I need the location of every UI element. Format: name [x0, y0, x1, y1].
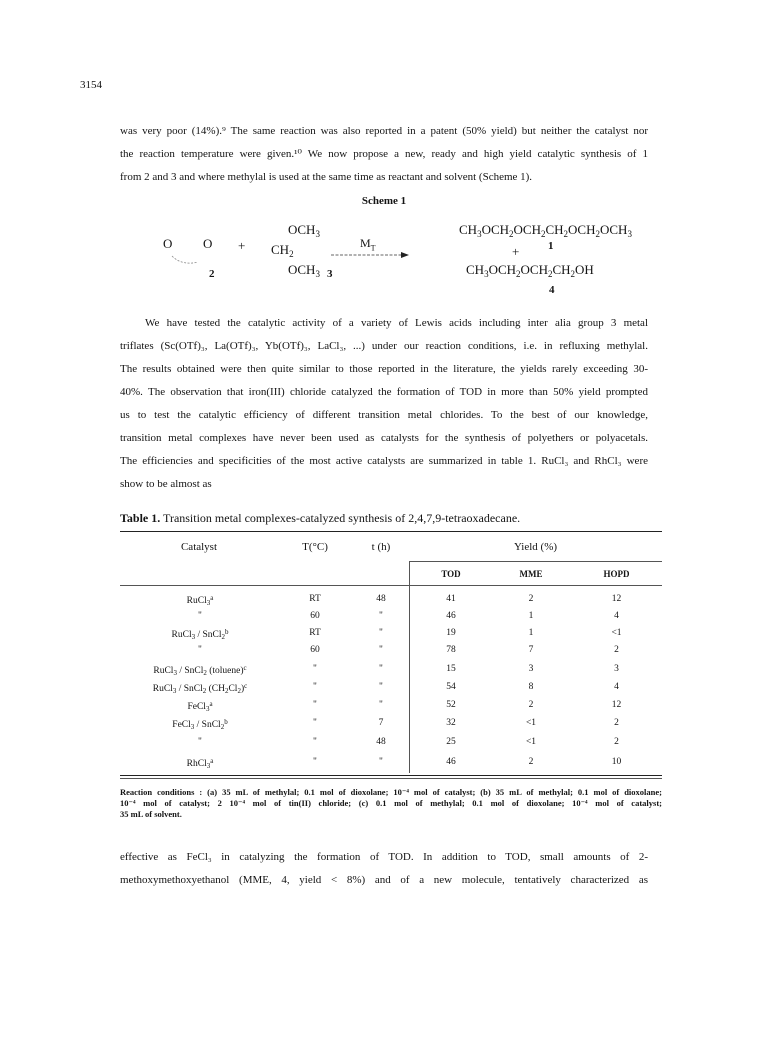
- reaction-arrow-head: [401, 252, 409, 258]
- text-line: The efficiencies and specificities of the most active catalysts are summarized in table 1. RuCl₃ and RhCl₃ were: [120, 455, 648, 467]
- col-header-time: t (h): [371, 541, 391, 553]
- cell-temperature: RT: [309, 628, 321, 638]
- text-line: We have tested the catalytic activity of a variety of Lewis acids including inter alia group 3 metal: [145, 317, 648, 329]
- data-vertical-rule: [409, 585, 410, 773]
- cell-temperature: 60: [310, 645, 320, 655]
- cell-mme: <1: [525, 718, 537, 728]
- cell-time: 48: [376, 737, 386, 747]
- cell-hopd: <1: [611, 628, 622, 638]
- plus-sign: +: [238, 238, 246, 253]
- cell-tod: 19: [446, 628, 456, 638]
- cell-catalyst: RuCl$_3$ / SnCl$_2$ $(CH_2Cl_2)^c$: [152, 682, 248, 695]
- cell-time: ": [379, 664, 383, 674]
- compound-number-2: 2: [209, 268, 215, 280]
- cell-temperature: ": [313, 700, 317, 710]
- cell-temperature: RT: [309, 594, 321, 604]
- table-header-rule: [120, 585, 662, 586]
- col-header-mme: MME: [519, 569, 543, 579]
- text-line: methoxymethoxyethanol (MME, 4, yield < 8%) and of a new molecule, tentatively characterized as: [120, 874, 648, 886]
- cell-hopd: 12: [611, 700, 622, 710]
- cell-time: ": [379, 682, 383, 692]
- compound-number-3: 3: [327, 268, 333, 280]
- page-number: 3154: [80, 79, 102, 91]
- dioxolane-oxygen-right: O: [203, 236, 213, 251]
- paragraph-results: [120, 312, 648, 496]
- methylal-och3-top: $OCH_3$: [288, 222, 320, 239]
- cell-mme: 1: [528, 628, 534, 638]
- cell-tod: 25: [446, 737, 456, 747]
- cell-temperature: ": [313, 682, 317, 692]
- cell-catalyst: ": [198, 737, 202, 747]
- compound-number-1: 1: [548, 240, 554, 252]
- cell-time: 7: [378, 718, 384, 728]
- cell-temperature: ": [313, 757, 317, 767]
- cell-mme: 2: [528, 594, 534, 604]
- cell-tod: 78: [446, 645, 456, 655]
- dioxolane-bond: [172, 256, 198, 263]
- text-line: was very poor (14%).⁹ The same reaction was also reported in a patent (50% yield) but neither the catalyst nor: [120, 125, 648, 137]
- cell-hopd: 12: [611, 594, 622, 604]
- text-line: effective as FeCl₃ in catalyzing the formation of TOD. In addition to TOD, small amounts of 2-: [120, 851, 648, 863]
- plus-sign: +: [512, 244, 520, 259]
- text-line: 40%. The observation that iron(III) chloride catalyzed the formation of TOD in more than 50% yield prompted: [120, 386, 648, 398]
- cell-hopd: 3: [614, 664, 619, 674]
- cell-tod: 32: [446, 718, 456, 728]
- col-header-hopd: HOPD: [603, 569, 630, 579]
- cell-tod: 52: [446, 700, 456, 710]
- cell-tod: 15: [446, 664, 456, 674]
- cell-catalyst: RuCl$_3$ / SnCl$_2$ (toluene)$^c$: [153, 664, 247, 677]
- cell-mme: 7: [528, 645, 534, 655]
- yield-subheader-rule: [409, 561, 662, 562]
- cell-tod: 54: [446, 682, 456, 692]
- header-vertical-rule: [409, 561, 410, 585]
- cell-catalyst: FeCl$_3^a$: [187, 700, 213, 713]
- cell-time: ": [379, 700, 383, 710]
- cell-hopd: 2: [614, 718, 619, 728]
- compound-number-4: 4: [549, 284, 555, 296]
- table-top-rule: [120, 531, 662, 532]
- cell-hopd: 4: [614, 611, 619, 621]
- table-bottom-rule-double: [120, 778, 662, 779]
- cell-time: 48: [376, 594, 386, 604]
- cell-hopd: 4: [614, 682, 619, 692]
- methylal-ch2: $CH_2$: [271, 242, 294, 259]
- table-caption: [120, 511, 520, 526]
- cell-mme: 2: [528, 757, 534, 767]
- text-line: The results obtained were then quite similar to those reported in the literature, the yields rarely exceeding 30-: [120, 363, 648, 375]
- cell-mme: 2: [528, 700, 534, 710]
- cell-mme: <1: [525, 737, 537, 747]
- cell-catalyst: RuCl$_3^a$: [186, 594, 214, 607]
- text-line: us to test the catalytic efficiency of different transition metal chlorides. To the best of our knowledge,: [120, 409, 648, 421]
- footnote-line: Reaction conditions : (a) 35 mL of methylal; 0.1 mol of dioxolane; 10⁻⁴ mol of catalyst; (b) 35 mL of methylal; 0.1 mol of dioxolane;: [120, 787, 662, 797]
- cell-time: ": [379, 757, 383, 767]
- cell-mme: 1: [528, 611, 534, 621]
- cell-time: ": [379, 611, 383, 621]
- cell-hopd: 10: [611, 757, 622, 767]
- methylal-och3-bottom: $OCH_3$: [288, 262, 320, 279]
- cell-time: ": [379, 645, 383, 655]
- cell-catalyst: ": [198, 611, 202, 621]
- paragraph-intro: [120, 120, 648, 189]
- text-line: transition metal complexes have never been used as catalysts for the synthesis of polyethers or polyacetals.: [120, 432, 648, 444]
- col-header-tod: TOD: [441, 569, 461, 579]
- product-tod-formula: $CH_3OCH_2OCH_2CH_2OCH_2OCH_3$: [459, 222, 632, 239]
- cell-tod: 41: [446, 594, 456, 604]
- cell-tod: 46: [446, 611, 456, 621]
- text-line: from 2 and 3 and where methylal is used at the same time as reactant and solvent (Scheme 1).: [120, 171, 533, 183]
- cell-temperature: ": [313, 664, 317, 674]
- cell-hopd: 2: [614, 645, 619, 655]
- paragraph-continuation: [120, 846, 648, 892]
- dioxolane-oxygen-left: O: [163, 236, 173, 251]
- cell-temperature: ": [313, 737, 317, 747]
- col-header-yield: Yield (%): [513, 541, 558, 553]
- table-bottom-rule: [120, 775, 662, 776]
- text-line: the reaction temperature were given.¹⁰ We now propose a new, ready and high yield catalytic synthesis of 1: [120, 148, 648, 160]
- cell-temperature: 60: [310, 611, 320, 621]
- cell-time: ": [379, 628, 383, 638]
- cell-catalyst: RuCl$_3$ / SnCl$_2^b$: [171, 628, 229, 641]
- table-footnote: [120, 787, 662, 820]
- cell-catalyst: ": [198, 645, 202, 655]
- col-header-catalyst: Catalyst: [180, 541, 218, 553]
- table-caption-label: Table 1.: [120, 511, 161, 525]
- cell-catalyst: RhCl$_3^a$: [186, 757, 214, 770]
- cell-mme: 3: [528, 664, 534, 674]
- cell-catalyst: FeCl$_3$ / SnCl$_2^b$: [172, 718, 228, 731]
- cell-hopd: 2: [614, 737, 619, 747]
- scheme-title: Scheme 1: [361, 195, 407, 207]
- arrow-label-catalyst: $M_T$: [360, 236, 376, 253]
- product-mme-formula: $CH_3OCH_2OCH_2CH_2OH$: [466, 262, 594, 279]
- text-line: show to be almost as: [120, 478, 212, 490]
- col-header-temperature: T(°C): [302, 541, 328, 553]
- text-line: triflates (Sc(OTf)₃, La(OTf)₃, Yb(OTf)₃, LaCl₃, ...) under our reaction conditions, i.e. in refluxing methylal.: [120, 340, 648, 352]
- footnote-line: 10⁻⁴ mol of catalyst; 2 10⁻⁴ mol of tin(II) chloride; (c) 0.1 mol of methylal; 0.1 mol of dioxolane; 10⁻⁴ mol of catalyst;: [120, 798, 662, 808]
- cell-temperature: ": [313, 718, 317, 728]
- cell-tod: 46: [446, 757, 456, 767]
- cell-mme: 8: [528, 682, 534, 692]
- footnote-line: 35 mL of solvent.: [120, 809, 182, 819]
- table-caption-text: Transition metal complexes-catalyzed synthesis of 2,4,7,9-tetraoxadecane.: [160, 511, 521, 525]
